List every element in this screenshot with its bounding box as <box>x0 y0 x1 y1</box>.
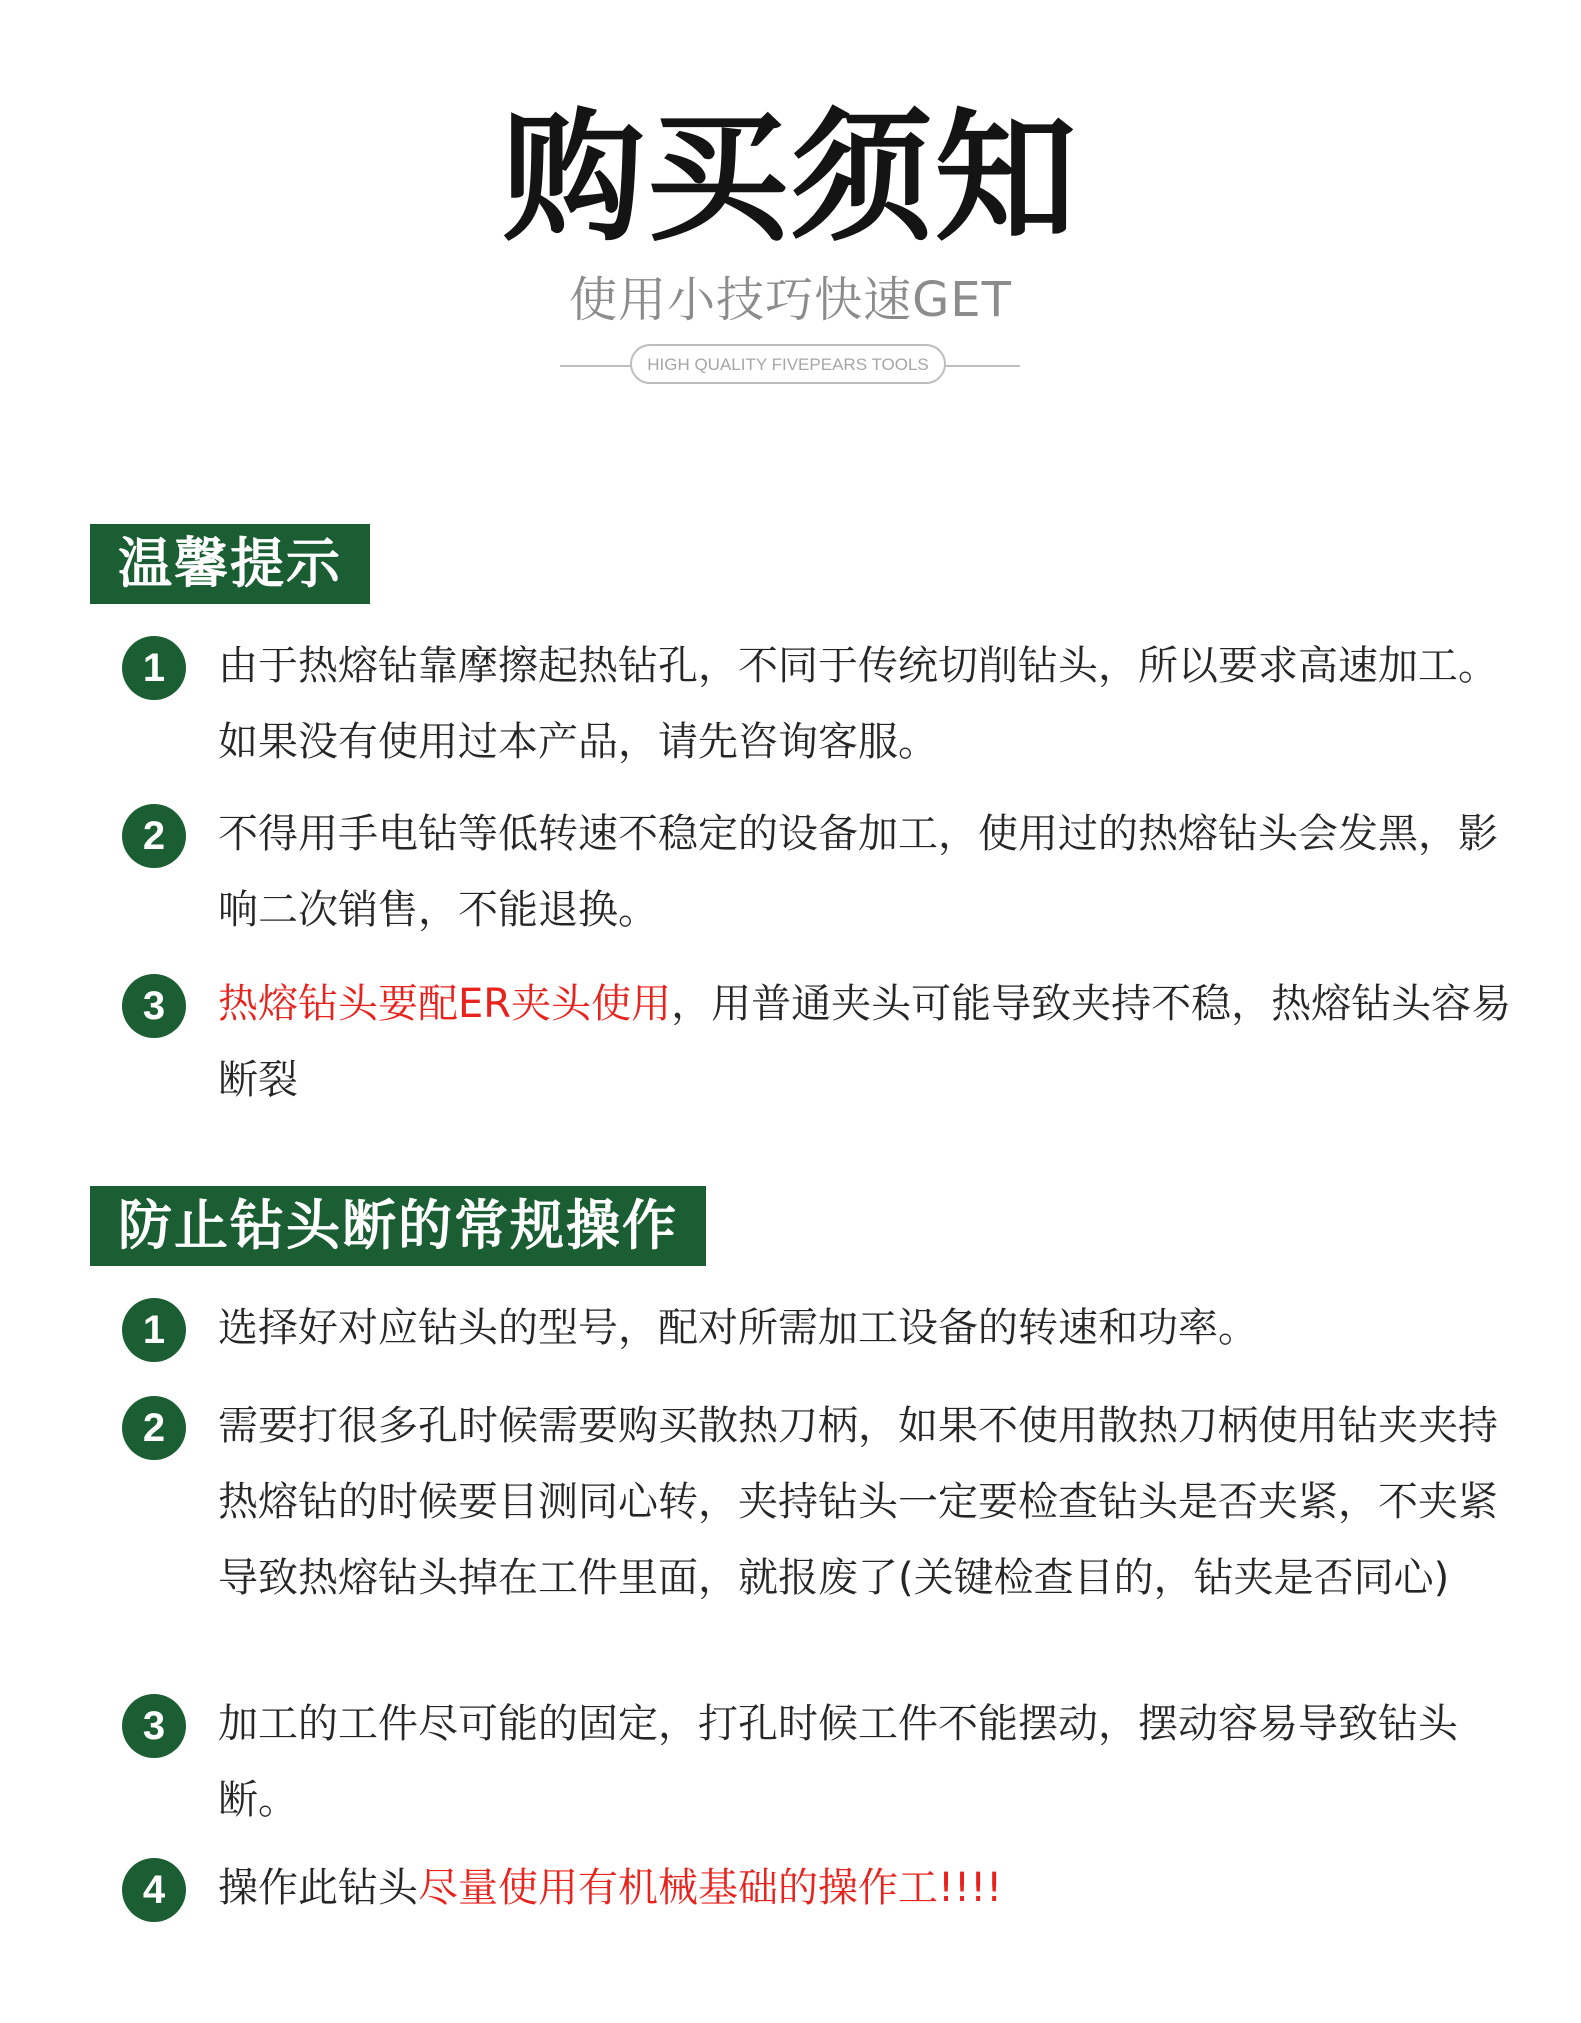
tagline-row <box>560 344 1020 388</box>
number-badge: 2 <box>122 1396 186 1460</box>
item-text <box>218 966 1518 1118</box>
tagline-pill: HIGH QUALITY FIVEPEARS TOOLS <box>630 344 946 384</box>
item-text: 加工的工件尽可能的固定，打孔时候工件不能摆动，摆动容易导致钻头断。 <box>218 1701 1458 1823</box>
item-text-start: 操作此钻头 <box>218 1865 418 1911</box>
number-badge: 1 <box>122 636 186 700</box>
number-badge: 2 <box>122 804 186 868</box>
item-text: 需要打很多孔时候需要购买散热刀柄，如果不使用散热刀柄使用钻夹夹持热熔钻的时候要目测同心转，夹持钻头一定要检查钻头是否夹紧，不夹紧导致热熔钻头掉在工件里面，就报废了(关键检查目的，钻夹是否同心) <box>218 1403 1498 1601</box>
number-badge: 4 <box>122 1858 186 1922</box>
page-title: 购买须知 <box>502 96 1079 261</box>
divider-line-left <box>560 365 640 367</box>
number-badge: 3 <box>122 1694 186 1758</box>
warning-highlight: 热熔钻头要配ER夹头使用 <box>218 981 672 1027</box>
divider-line-right <box>940 365 1020 367</box>
number-badge: 1 <box>122 1298 186 1362</box>
number-badge: 3 <box>122 974 186 1038</box>
page-subtitle: 使用小技巧快速GET <box>569 272 1012 328</box>
item-text-rest: ，用普通夹头可能导致夹持不稳，热熔钻头容易断裂 <box>218 981 1512 1103</box>
section-heading-tips: 温馨提示 <box>90 524 370 604</box>
item-text: 选择好对应钻头的型号，配对所需加工设备的转速和功率。 <box>218 1305 1258 1351</box>
warning-highlight: 尽量使用有机械基础的操作工!!!! <box>418 1865 1003 1911</box>
item-text: 由于热熔钻靠摩擦起热钻孔，不同于传统切削钻头，所以要求高速加工。如果没有使用过本产品，请先咨询客服。 <box>218 643 1498 765</box>
section-heading-operations: 防止钻头断的常规操作 <box>90 1186 706 1266</box>
item-text <box>218 1850 1518 1926</box>
item-text: 不得用手电钻等低转速不稳定的设备加工，使用过的热熔钻头会发黑，影响二次销售，不能退换。 <box>218 811 1498 933</box>
